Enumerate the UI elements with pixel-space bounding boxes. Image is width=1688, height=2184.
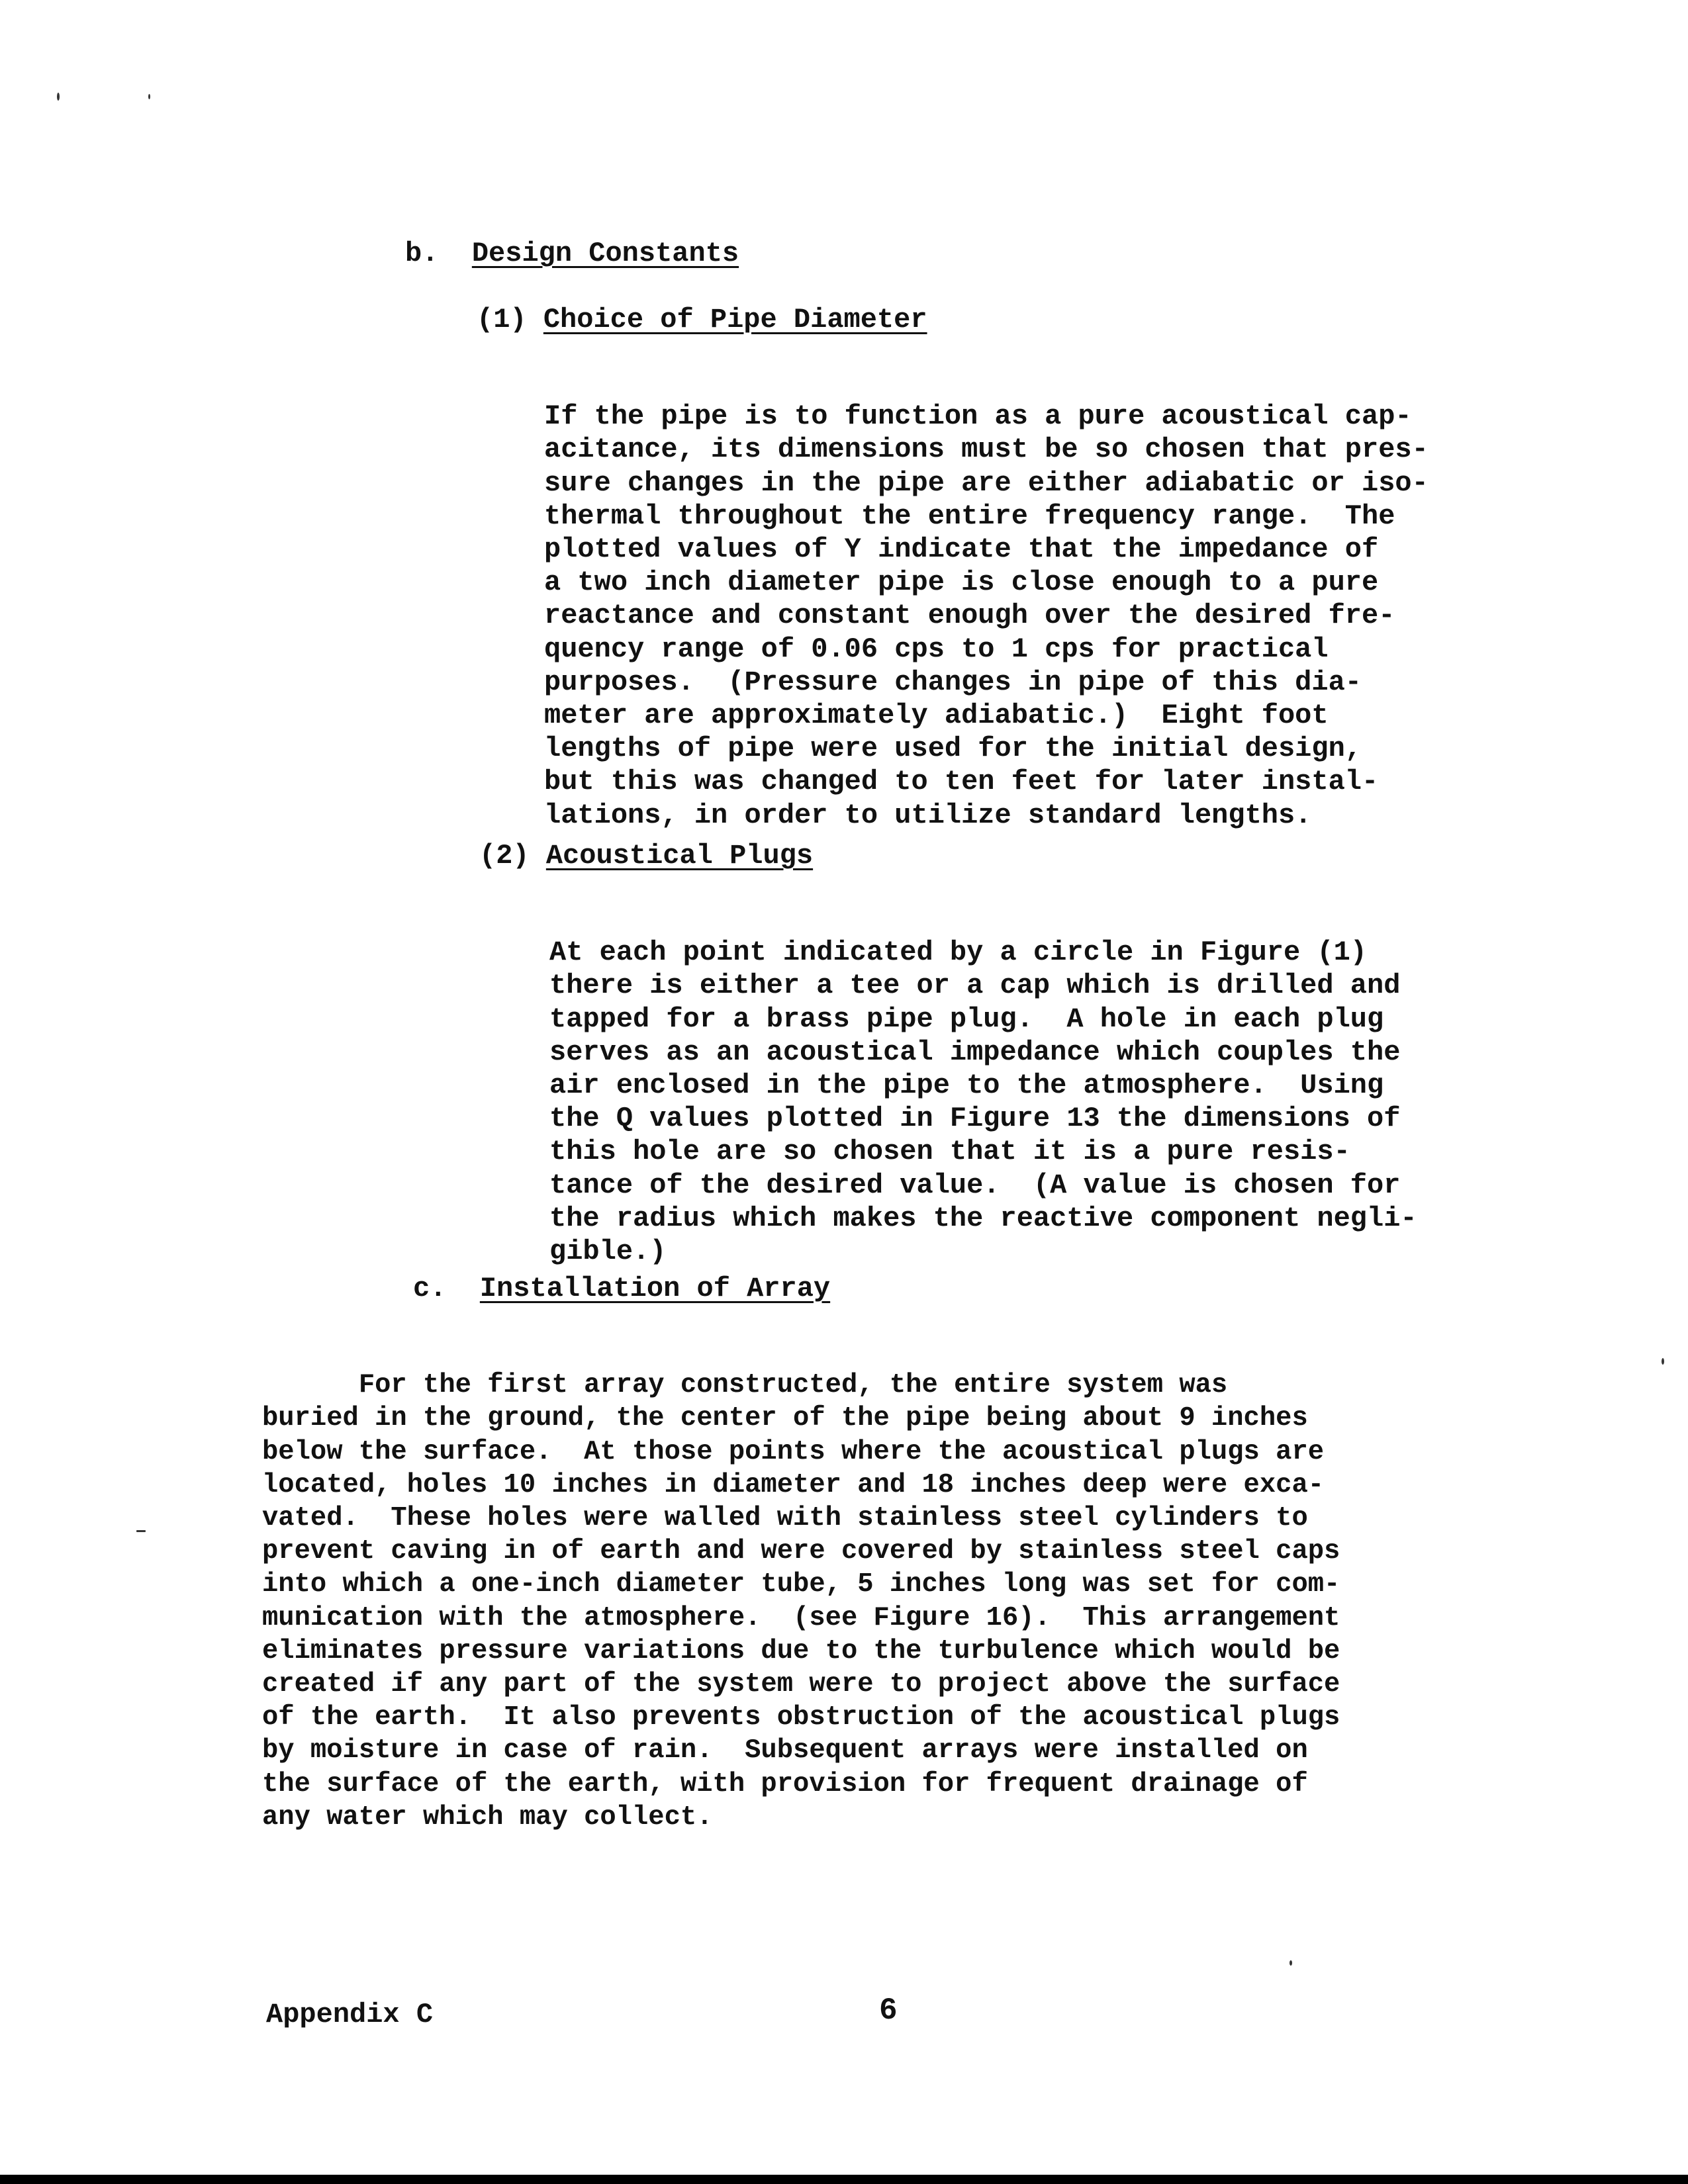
paragraph-line: quency range of 0.06 cps to 1 cps for practical bbox=[544, 633, 1329, 665]
subsection-2-paragraph bbox=[549, 903, 1417, 1335]
paragraph-line: air enclosed in the pipe to the atmosphere. Using bbox=[549, 1069, 1384, 1102]
section-b-heading bbox=[405, 237, 739, 270]
scan-bottom-edge bbox=[0, 2175, 1688, 2184]
section-c-paragraph bbox=[262, 1336, 1340, 1900]
subsection-2-heading bbox=[479, 839, 813, 872]
paragraph-line: lations, in order to utilize standard lengths. bbox=[544, 799, 1312, 831]
paragraph-line: lengths of pipe were used for the initial design, bbox=[544, 733, 1362, 765]
paragraph-line: sure changes in the pipe are either adiabatic or iso- bbox=[544, 467, 1429, 499]
paragraph-line: of the earth. It also prevents obstruction of the acoustical plugs bbox=[262, 1702, 1340, 1733]
subsection-1-title: Choice of Pipe Diameter bbox=[543, 304, 927, 336]
section-c-marker: c. bbox=[413, 1273, 447, 1304]
scan-speck bbox=[148, 94, 150, 99]
paragraph-line: tance of the desired value. (A value is chosen for bbox=[549, 1169, 1401, 1201]
subsection-1-heading bbox=[477, 303, 927, 336]
paragraph-line: any water which may collect. bbox=[262, 1801, 713, 1833]
paragraph-line: meter are approximately adiabatic.) Eight foot bbox=[544, 700, 1329, 732]
paragraph-line: plotted values of Y indicate that the impedance of bbox=[544, 533, 1379, 566]
paragraph-line: gible.) bbox=[549, 1236, 667, 1268]
subsection-2-title: Acoustical Plugs bbox=[545, 840, 814, 872]
paragraph-line: buried in the ground, the center of the pipe being about 9 inches bbox=[262, 1403, 1308, 1434]
paragraph-line: but this was changed to ten feet for later instal- bbox=[544, 766, 1379, 798]
paragraph-line: below the surface. At those points where the acoustical plugs are bbox=[262, 1436, 1325, 1467]
paragraph-line: prevent caving in of earth and were covered by stainless steel caps bbox=[262, 1536, 1340, 1567]
paragraph-line: the radius which makes the reactive component negli- bbox=[549, 1202, 1417, 1234]
paragraph-line: the surface of the earth, with provision for frequent drainage of bbox=[262, 1768, 1308, 1799]
paragraph-line: there is either a tee or a cap which is drilled and bbox=[549, 970, 1401, 1002]
section-c-title: Installation of Array bbox=[479, 1273, 831, 1304]
subsection-2-marker: (2) bbox=[479, 840, 530, 872]
section-c-heading bbox=[413, 1272, 830, 1305]
paragraph-line: reactance and constant enough over the desired fre- bbox=[544, 600, 1395, 632]
paragraph-line: For the first array constructed, the entire system was bbox=[262, 1370, 1228, 1401]
paragraph-line: serves as an acoustical impedance which couples the bbox=[549, 1036, 1401, 1068]
paragraph-line: purposes. (Pressure changes in pipe of this dia- bbox=[544, 666, 1362, 698]
subsection-1-marker: (1) bbox=[477, 304, 527, 336]
section-b-title: Design Constants bbox=[471, 238, 739, 269]
paragraph-line: munication with the atmosphere. (see Figure 16). This arrangement bbox=[262, 1602, 1340, 1633]
subsection-1-paragraph bbox=[544, 367, 1429, 898]
scan-speck bbox=[136, 1530, 146, 1532]
page-number: 6 bbox=[879, 1993, 898, 2028]
paragraph-line: acitance, its dimensions must be so chosen that pres- bbox=[544, 433, 1429, 466]
paragraph-line: located, holes 10 inches in diameter and 18 inches deep were exca- bbox=[262, 1469, 1325, 1500]
paragraph-line: tapped for a brass pipe plug. A hole in each plug bbox=[549, 1003, 1384, 1035]
paragraph-line: by moisture in case of rain. Subsequent arrays were installed on bbox=[262, 1735, 1308, 1766]
paragraph-line: a two inch diameter pipe is close enough to a pure bbox=[544, 567, 1379, 599]
paragraph-line: If the pipe is to function as a pure acoustical cap- bbox=[544, 400, 1412, 433]
paragraph-line: At each point indicated by a circle in Figure (1) bbox=[549, 936, 1368, 969]
scan-speck bbox=[1662, 1358, 1664, 1365]
scan-speck bbox=[1289, 1960, 1292, 1966]
paragraph-line: the Q values plotted in Figure 13 the dimensions of bbox=[549, 1103, 1401, 1135]
paragraph-line: eliminates pressure variations due to the turbulence which would be bbox=[262, 1635, 1340, 1666]
paragraph-line: thermal throughout the entire frequency range. The bbox=[544, 500, 1395, 532]
footer-appendix-label: Appendix C bbox=[266, 1999, 434, 2030]
paragraph-line: vated. These holes were walled with stainless steel cylinders to bbox=[262, 1503, 1308, 1534]
paragraph-line: this hole are so chosen that it is a pure resis- bbox=[549, 1136, 1350, 1168]
scan-speck bbox=[57, 93, 60, 101]
section-b-marker: b. bbox=[405, 238, 439, 269]
paragraph-line: created if any part of the system were to project above the surface bbox=[262, 1669, 1340, 1700]
paragraph-line: into which a one-inch diameter tube, 5 inches long was set for com- bbox=[262, 1569, 1340, 1600]
